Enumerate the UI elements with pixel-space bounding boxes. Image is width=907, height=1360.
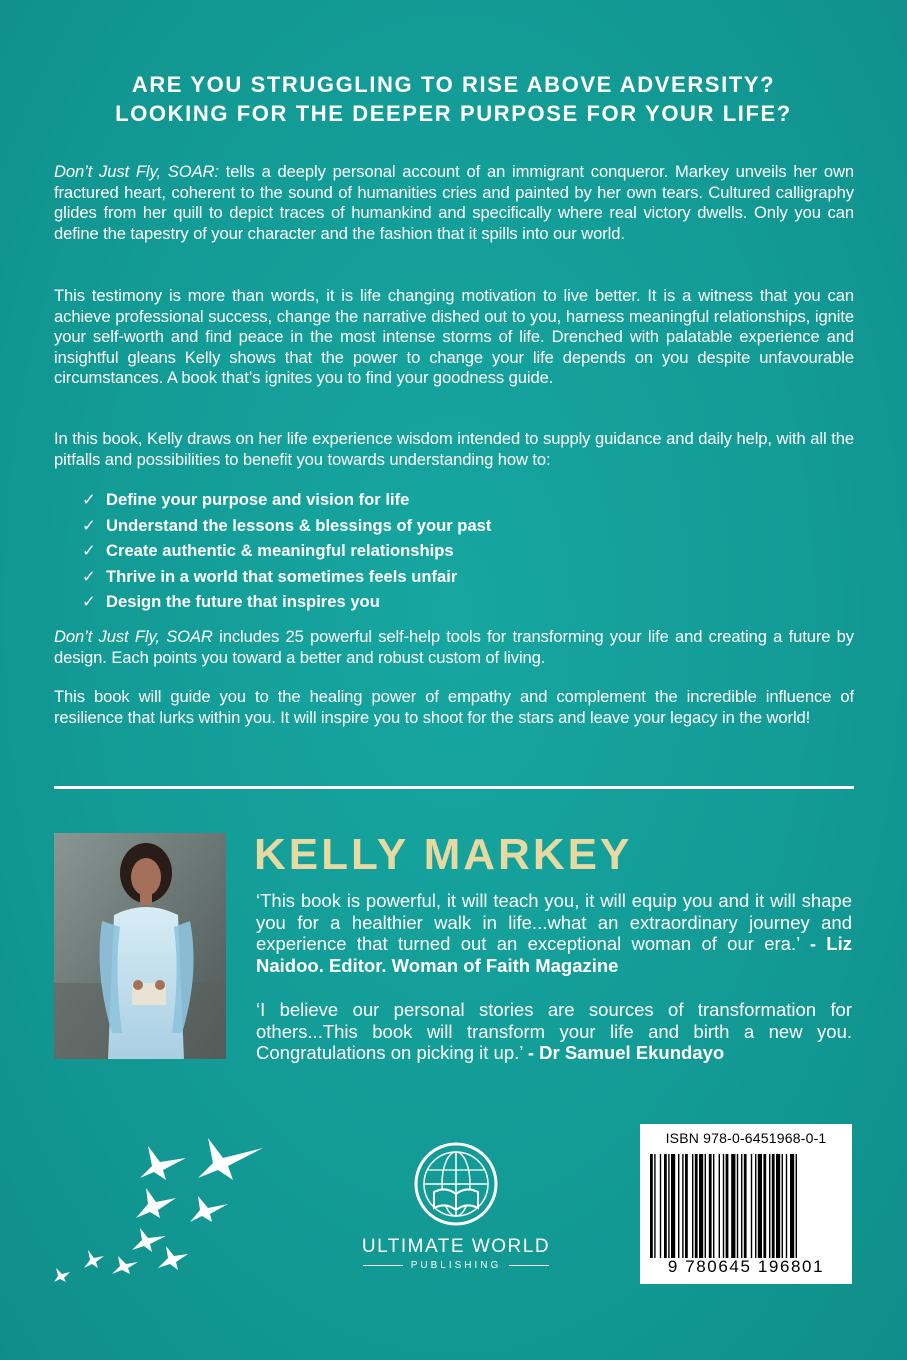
headline-line-2: LOOKING FOR THE DEEPER PURPOSE FOR YOUR LIFE? <box>115 101 792 126</box>
isbn-label: ISBN 978-0-6451968-0-1 <box>665 1130 827 1146</box>
list-item <box>82 487 782 513</box>
flying-birds-icon <box>48 1118 278 1298</box>
publisher-subtitle <box>350 1260 562 1271</box>
publisher-logo <box>350 1140 562 1271</box>
divider <box>54 786 854 789</box>
testimonial-quote <box>256 999 852 1064</box>
check-icon: ✓ <box>82 566 96 586</box>
list-item <box>82 513 782 539</box>
list-item-text: Design the future that inspires you <box>106 592 380 612</box>
barcode-bars-icon <box>650 1154 842 1258</box>
book-title-italic: Don’t Just Fly, SOAR <box>54 627 213 646</box>
list-item <box>82 589 782 615</box>
benefit-list <box>82 487 782 615</box>
quote-source: - Dr Samuel Ekundayo <box>527 1042 725 1064</box>
book-title-italic: Don’t Just Fly, SOAR: <box>54 162 219 181</box>
author-photo <box>54 833 226 1059</box>
paragraph-intro <box>54 162 854 244</box>
globe-book-icon <box>412 1140 500 1228</box>
publisher-name: ULTIMATE WORLD <box>361 1236 551 1257</box>
testimonial-quote <box>256 890 852 976</box>
paragraph-closing: This book will guide you to the healing power of empathy and complement the incredible influence of resilience that lurks within you. It will inspire you to shoot for the stars and leave your legacy in the world! <box>54 687 854 727</box>
check-icon: ✓ <box>82 541 96 561</box>
isbn-digits: 9 780645 196801 <box>667 1257 825 1276</box>
check-icon: ✓ <box>82 592 96 612</box>
list-item-text: Understand the lessons & blessings of your past <box>106 515 492 535</box>
list-item-text: Define your purpose and vision for life <box>106 490 410 509</box>
quote-text: ‘This book is powerful, it will teach you, it will equip you and it will shape you for a healthier walk in life...what an extraordinary journey and experience that turned out an exceptional woman of our era.’ <box>256 890 852 955</box>
paragraph-in-this-book: In this book, Kelly draws on her life experience wisdom intended to supply guidance and daily help, with all the pitfalls and possibilities to benefit you towards understanding how to: <box>54 429 854 469</box>
list-item <box>82 538 782 564</box>
check-icon: ✓ <box>82 490 96 509</box>
isbn-barcode <box>640 1124 852 1284</box>
check-icon: ✓ <box>82 515 96 535</box>
author-name: KELLY MARKEY <box>254 830 633 879</box>
list-item-text: Thrive in a world that sometimes feels unfair <box>106 566 458 586</box>
paragraph-intro-text: tells a deeply personal account of an immigrant conqueror. Markey unveils her own fractured heart, coherent to the sound of humanities cries and painted by her own tears. Cultured calligraphy glides from her quill to depict traces of humankind and specifically where real victory dwells. Only you can define the tapestry of your character and the fashion that it spills into our world. <box>54 162 854 243</box>
paragraph-tools <box>54 627 854 668</box>
quote-source: - Liz Naidoo. Editor. Woman of Faith Magazine <box>256 933 852 976</box>
headline-line-1: ARE YOU STRUGGLING TO RISE ABOVE ADVERSITY? <box>131 72 776 97</box>
quote-text: ‘I believe our personal stories are sources of transformation for others...This book will transform your life and birth a new you. Congratulations on picking it up.’ <box>256 999 852 1064</box>
publisher-sub-text: PUBLISHING <box>410 1260 502 1271</box>
paragraph-tools-text: includes 25 powerful self-help tools for transforming your life and creating a future by design. Each points you toward a better and robust custom of living. <box>54 627 854 667</box>
list-item-text: Create authentic & meaningful relationships <box>106 541 454 561</box>
headline <box>40 70 867 128</box>
list-item <box>82 564 782 590</box>
paragraph-testimony: This testimony is more than words, it is life changing motivation to live better. It is a witness that you can achieve professional success, change the narrative dished out to you, harness meaningful relationships, ignite your self-worth and find peace in the most intense storms of life. Drenched with palatable experience and insightful gleans Kelly shows that the power to change your life depends on you despite unfavourable circumstances. A book that’s ignites you to find your goodness guide. <box>54 286 854 388</box>
